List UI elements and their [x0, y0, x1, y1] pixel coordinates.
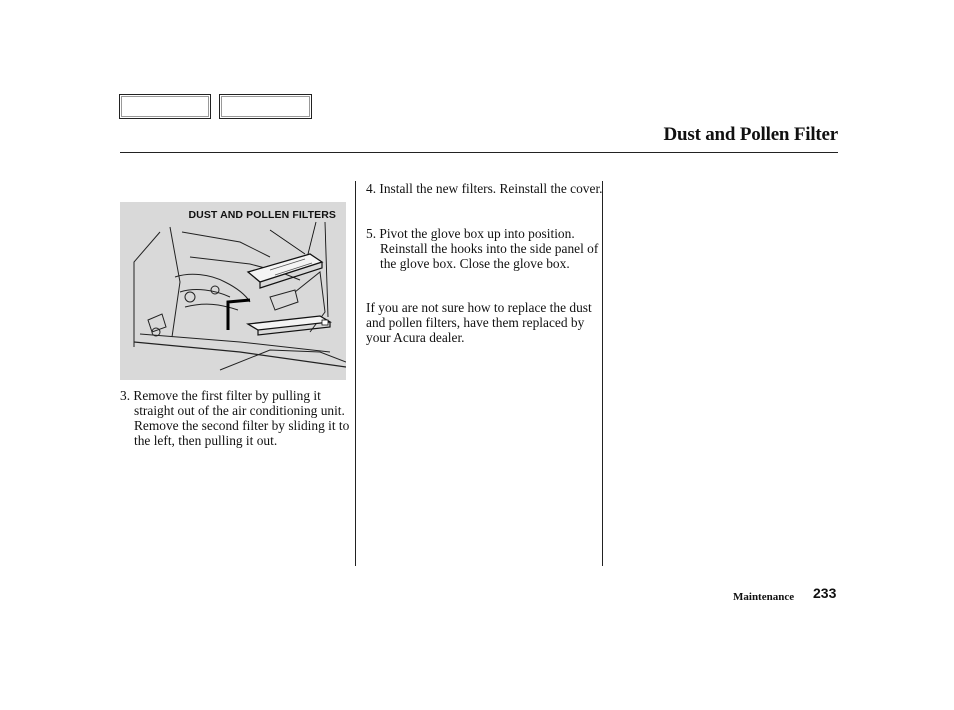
step-4-text: 4. Install the new filters. Reinstall the cover. [366, 181, 603, 196]
figure-caption: DUST AND POLLEN FILTERS [188, 209, 336, 221]
dealer-note: If you are not sure how to replace the dust and pollen filters, have them replaced by your Acura dealer. [366, 300, 592, 345]
step-3-text: 3. Remove the first filter by pulling it straight out of the air conditioning unit. Remove the second filter by sliding it to the left, then pulling it out. [120, 388, 350, 448]
next-page-button[interactable] [219, 94, 312, 119]
previous-page-button[interactable] [119, 94, 211, 119]
filter-illustration [120, 202, 346, 380]
title-divider [120, 152, 838, 153]
step-5-text: 5. Pivot the glove box up into position. Reinstall the hooks into the side panel of the glove box. Close the glove box. [366, 226, 599, 271]
section-name: Maintenance [733, 591, 795, 603]
glove-box-filter-drawing [120, 202, 346, 380]
page-title: Dust and Pollen Filter [663, 124, 838, 145]
column-divider-left [355, 181, 356, 566]
page-number: 233 [813, 585, 837, 601]
